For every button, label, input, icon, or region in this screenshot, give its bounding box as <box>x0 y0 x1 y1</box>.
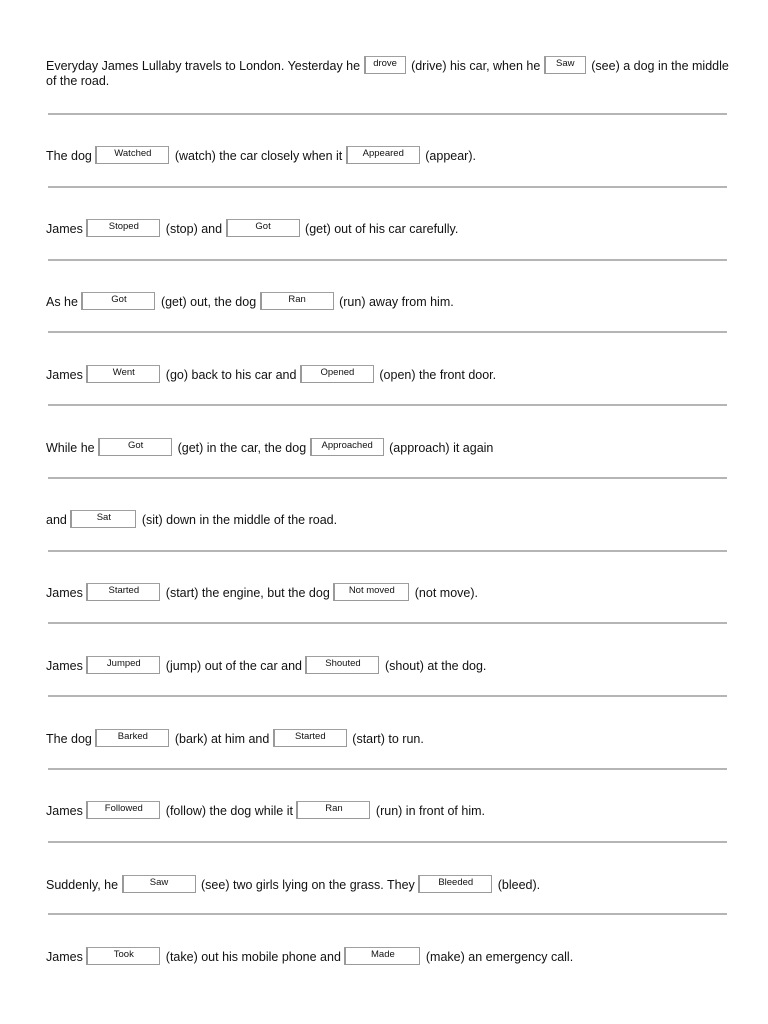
sentence-text: (see) two girls lying on the grass. They <box>201 878 415 892</box>
answer-field[interactable]: Appeared <box>346 146 420 164</box>
sentence-text: (shout) at the dog. <box>384 659 487 673</box>
answer-field[interactable]: Made <box>344 947 420 965</box>
answer-field[interactable]: Got <box>81 292 155 310</box>
answer-field[interactable]: Started <box>86 583 160 601</box>
answer-field[interactable]: Bleeded <box>418 875 492 893</box>
exercise-line-1 <box>46 56 736 89</box>
sentence-text: (run) in front of him. <box>375 804 485 818</box>
sentence-text: (start) to run. <box>352 732 424 746</box>
exercise-line-4 <box>46 292 736 310</box>
sentence-text: (not move). <box>414 586 478 600</box>
sentence-text: (drive) his car, when he <box>411 59 541 73</box>
sentence-text: (get) out, the dog <box>160 295 257 309</box>
sentence-text: (bleed). <box>497 878 541 892</box>
answer-field[interactable]: Followed <box>86 801 160 819</box>
sentence-text: and <box>46 513 67 527</box>
sentence-text: (make) an emergency call. <box>425 950 574 964</box>
sentence-text: (get) out of his car carefully. <box>305 222 459 236</box>
divider <box>48 331 727 333</box>
divider <box>48 477 727 479</box>
exercise-line-9 <box>46 656 736 674</box>
answer-field[interactable]: Got <box>226 219 300 237</box>
answer-field[interactable]: Sat <box>70 510 136 528</box>
sentence-text: While he <box>46 441 95 455</box>
answer-field[interactable]: Ran <box>296 801 370 819</box>
exercise-line-8 <box>46 583 736 601</box>
sentence-text: (see) a dog in the middle of the road. <box>46 59 729 88</box>
sentence-text: (watch) the car closely when it <box>174 149 343 163</box>
answer-field[interactable]: Jumped <box>86 656 160 674</box>
answer-field[interactable]: Saw <box>122 875 196 893</box>
sentence-text: The dog <box>46 149 92 163</box>
divider <box>48 622 727 624</box>
answer-field[interactable]: Watched <box>95 146 169 164</box>
divider <box>48 113 727 115</box>
exercise-line-5 <box>46 365 736 383</box>
sentence-text: (go) back to his car and <box>165 368 297 382</box>
exercise-line-2 <box>46 146 736 164</box>
sentence-text: James <box>46 368 83 382</box>
sentence-text: Suddenly, he <box>46 878 119 892</box>
answer-field[interactable]: Took <box>86 947 160 965</box>
sentence-text: (run) away from him. <box>339 295 454 309</box>
sentence-text: James <box>46 222 83 236</box>
sentence-text: James <box>46 659 83 673</box>
divider <box>48 404 727 406</box>
answer-field[interactable]: Stoped <box>86 219 160 237</box>
sentence-text: (sit) down in the middle of the road. <box>141 513 338 527</box>
sentence-text: Everyday James Lullaby travels to London. Yesterday he <box>46 59 361 73</box>
divider <box>48 913 727 915</box>
exercise-line-10 <box>46 729 736 747</box>
sentence-text: (bark) at him and <box>174 732 270 746</box>
answer-field[interactable]: Approached <box>310 438 384 456</box>
divider <box>48 768 727 770</box>
exercise-line-6 <box>46 438 736 456</box>
exercise-line-13 <box>46 947 736 965</box>
sentence-text: (get) in the car, the dog <box>177 441 307 455</box>
sentence-text: As he <box>46 295 78 309</box>
divider <box>48 186 727 188</box>
sentence-text: The dog <box>46 732 92 746</box>
answer-field[interactable]: Went <box>86 365 160 383</box>
answer-field[interactable]: Started <box>273 729 347 747</box>
answer-field[interactable]: Not moved <box>333 583 409 601</box>
answer-field[interactable]: Ran <box>260 292 334 310</box>
answer-field[interactable]: Opened <box>300 365 374 383</box>
sentence-text: (stop) and <box>165 222 223 236</box>
answer-field[interactable]: Got <box>98 438 172 456</box>
sentence-text: James <box>46 804 83 818</box>
sentence-text: (start) the engine, but the dog <box>165 586 330 600</box>
sentence-text: James <box>46 950 83 964</box>
sentence-text: James <box>46 586 83 600</box>
divider <box>48 550 727 552</box>
answer-field[interactable]: Barked <box>95 729 169 747</box>
exercise-line-12 <box>46 875 736 893</box>
divider <box>48 259 727 261</box>
sentence-text: (take) out his mobile phone and <box>165 950 341 964</box>
exercise-line-7 <box>46 510 736 528</box>
sentence-text: (jump) out of the car and <box>165 659 302 673</box>
answer-field[interactable]: drove <box>364 56 406 74</box>
answer-field[interactable]: Shouted <box>305 656 379 674</box>
sentence-text: (open) the front door. <box>379 368 497 382</box>
divider <box>48 841 727 843</box>
exercise-line-3 <box>46 219 736 237</box>
answer-field[interactable]: Saw <box>544 56 586 74</box>
sentence-text: (follow) the dog while it <box>165 804 293 818</box>
divider <box>48 695 727 697</box>
exercise-line-11 <box>46 801 736 819</box>
sentence-text: (appear). <box>425 149 476 163</box>
sentence-text: (approach) it again <box>389 441 494 455</box>
